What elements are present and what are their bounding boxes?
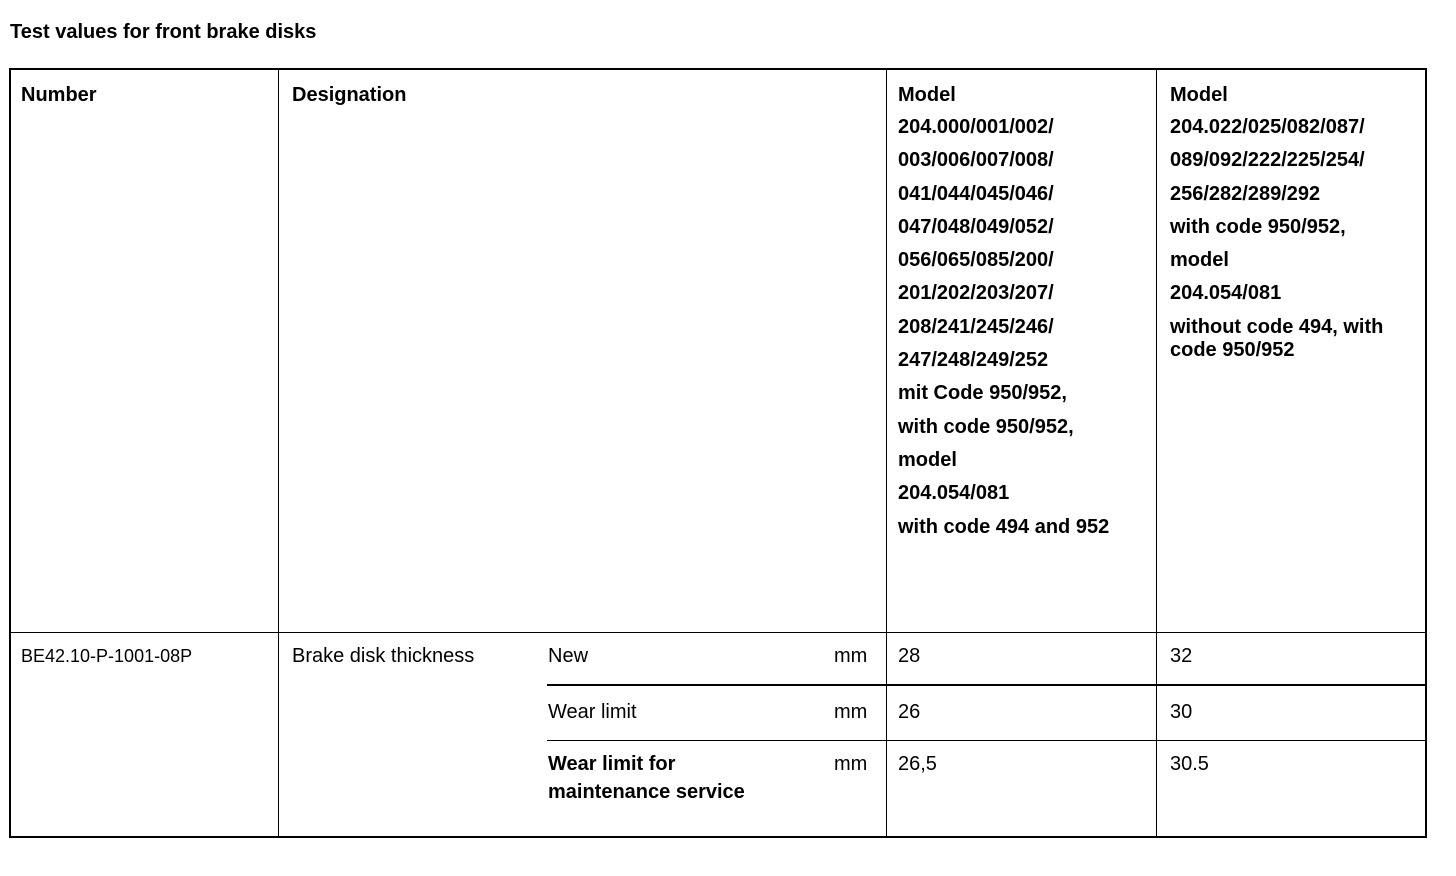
item-unit: mm	[834, 753, 868, 775]
model-b-line: model	[1170, 249, 1229, 272]
item-label-line: maintenance service	[548, 781, 745, 803]
item-label-line: Wear limit for	[548, 753, 676, 775]
page-title: Test values for front brake disks	[10, 21, 317, 43]
item-unit: mm	[834, 701, 868, 723]
model-a-line: with code 494 and 952	[898, 515, 1110, 538]
model-a-line: 047/048/049/052/	[898, 215, 1054, 238]
model-b-line: 256/282/289/292	[1170, 182, 1321, 205]
model-a-line: 247/248/249/252	[898, 349, 1049, 372]
item-value-model-a: 28	[898, 645, 921, 667]
header-number: Number	[21, 84, 97, 106]
row-number: BE42.10-P-1001-08P	[21, 646, 193, 666]
model-a-line: 041/044/045/046/	[898, 182, 1054, 205]
model-b-line: without code 494, with	[1170, 315, 1384, 338]
row-designation: Brake disk thickness	[292, 645, 475, 667]
header-model-b-list	[1170, 111, 1383, 344]
item-value-model-a: 26,5	[898, 753, 937, 775]
item-unit: mm	[834, 645, 868, 667]
model-a-line: with code 950/952,	[898, 415, 1074, 438]
column-divider	[278, 69, 279, 837]
header-designation: Designation	[292, 84, 407, 106]
row-divider	[547, 684, 1426, 686]
model-b-line: with code 950/952,	[1170, 215, 1346, 238]
item-label-wear-limit-maintenance	[548, 750, 745, 806]
item-value-model-b: 30.5	[1170, 753, 1209, 775]
model-a-line: 201/202/203/207/	[898, 282, 1054, 305]
column-divider	[886, 69, 887, 837]
item-value-model-a: 26	[898, 701, 921, 723]
model-b-line: code 950/952	[1170, 339, 1295, 361]
item-label-wear-limit: Wear limit	[548, 701, 637, 723]
header-model-a-label: Model	[898, 84, 956, 106]
model-a-line: 204.054/081	[898, 482, 1010, 505]
row-divider	[547, 740, 1426, 741]
model-a-line: 003/006/007/008/	[898, 149, 1054, 172]
model-b-line: 204.022/025/082/087/	[1170, 116, 1365, 138]
header-model-a-list	[898, 111, 1109, 544]
model-a-line: 056/065/085/200/	[898, 249, 1054, 272]
column-divider	[1156, 69, 1157, 837]
model-a-line: mit Code 950/952,	[898, 382, 1067, 405]
model-b-line: 204.054/081	[1170, 282, 1282, 305]
header-model-b-label: Model	[1170, 84, 1228, 106]
model-b-line: 089/092/222/225/254/	[1170, 149, 1365, 172]
item-value-model-b: 30	[1170, 701, 1193, 723]
row-divider	[10, 632, 1426, 633]
model-a-line: 208/241/245/246/	[898, 315, 1054, 338]
item-value-model-b: 32	[1170, 645, 1193, 667]
item-label-new: New	[548, 645, 589, 667]
model-a-line: model	[898, 448, 957, 471]
model-a-line: 204.000/001/002/	[898, 116, 1054, 138]
